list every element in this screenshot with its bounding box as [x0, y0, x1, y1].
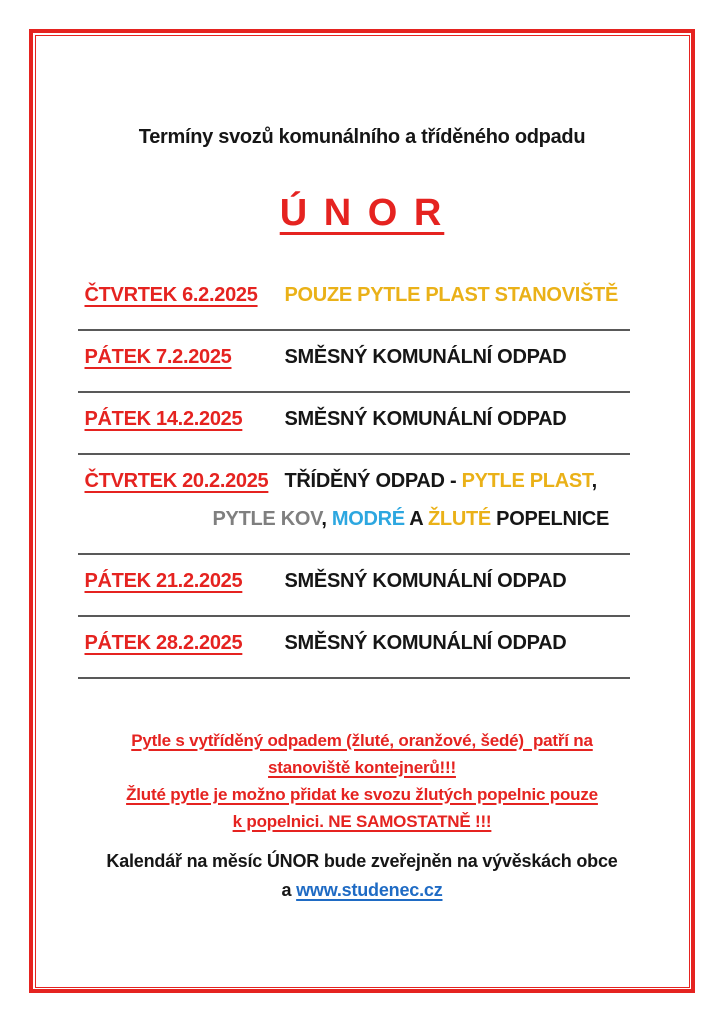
collection-type-segment: PYTLE PLAST	[461, 469, 592, 492]
collection-type-segment: POPELNICE	[490, 507, 610, 530]
schedule-row	[78, 393, 630, 453]
note-bags-line-1: Pytle s vytříděný odpadem (žluté, oranžové, šedé) patří na	[131, 730, 593, 750]
collection-date: ČTVRTEK 20.2.2025	[84, 469, 269, 492]
collection-date: PÁTEK 21.2.2025	[84, 569, 243, 592]
collection-type: POUZE PYTLE PLAST STANOVIŠTĚ	[284, 283, 618, 306]
collection-type: SMĚSNÝ KOMUNÁLNÍ ODPAD	[284, 631, 567, 654]
schedule-row	[78, 555, 630, 615]
collection-type-segment: ,	[591, 469, 597, 492]
page-border	[29, 29, 695, 993]
row-divider	[78, 677, 630, 679]
collection-type-segment: ŽLUTÉ	[427, 507, 491, 530]
collection-type	[285, 468, 597, 494]
flyer-content	[36, 36, 689, 987]
page-border-inner-line	[35, 35, 690, 988]
calendar-info-line-1: Kalendář na měsíc ÚNOR bude zveřejněn na vývěskách obce	[106, 850, 618, 871]
collection-type-second-line	[213, 506, 630, 553]
schedule-row	[78, 269, 630, 329]
collection-type: SMĚSNÝ KOMUNÁLNÍ ODPAD	[284, 345, 567, 368]
schedule-row	[78, 617, 630, 677]
collection-schedule	[78, 269, 630, 679]
collection-type-segment: PYTLE KOV	[212, 507, 322, 530]
note-bags-line-2: stanoviště kontejnerů!!!	[268, 757, 456, 777]
month-heading: Ú N O R	[279, 191, 445, 234]
warning-notes	[36, 727, 689, 835]
collection-type-segment: A	[404, 507, 428, 530]
collection-date: ČTVRTEK 6.2.2025	[84, 283, 258, 306]
collection-type-segment: TŘÍDĚNÝ ODPAD -	[284, 469, 462, 492]
note-yellow-bags-line-1: Žluté pytle je možno přidat ke svozu žlutých popelnic pouze	[126, 784, 598, 804]
page-title: Termíny svozů komunálního a tříděného odpadu	[138, 125, 586, 148]
schedule-row	[78, 331, 630, 391]
collection-date: PÁTEK 7.2.2025	[84, 345, 232, 368]
note-yellow-bags-line-2: k popelnici. NE SAMOSTATNĚ !!!	[232, 811, 492, 831]
collection-date: PÁTEK 28.2.2025	[84, 631, 243, 654]
calendar-info	[36, 847, 689, 905]
collection-type-segment: ,	[321, 507, 332, 530]
collection-type: SMĚSNÝ KOMUNÁLNÍ ODPAD	[284, 569, 567, 592]
collection-type-segment: MODRÉ	[331, 507, 405, 530]
collection-type: SMĚSNÝ KOMUNÁLNÍ ODPAD	[284, 407, 567, 430]
studenec-website-link[interactable]: www.studenec.cz	[296, 879, 443, 900]
calendar-info-line-2	[36, 876, 689, 905]
link-prefix: a	[281, 879, 292, 900]
collection-date: PÁTEK 14.2.2025	[84, 407, 243, 430]
